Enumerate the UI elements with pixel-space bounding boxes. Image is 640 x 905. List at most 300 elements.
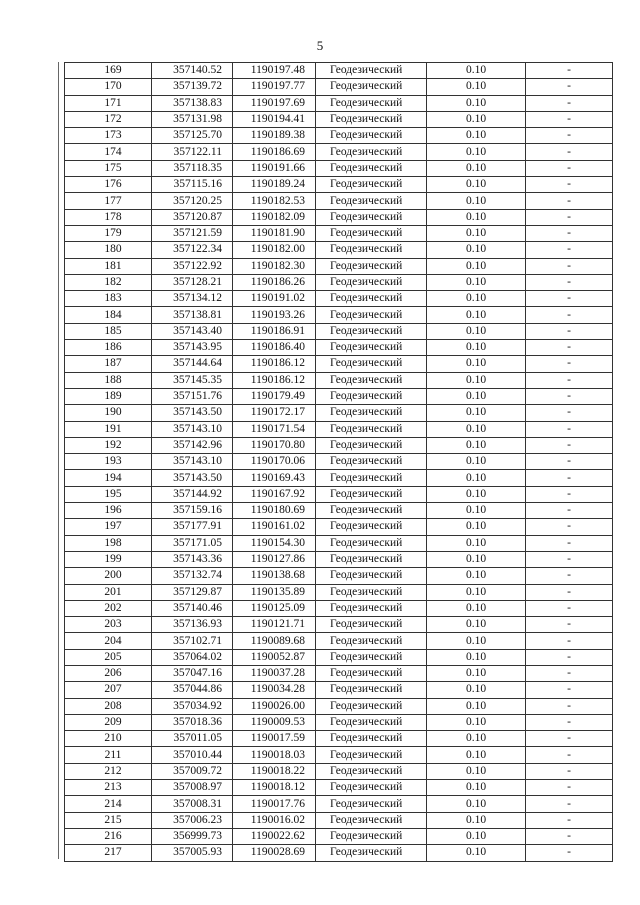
method-cell: Геодезический (316, 714, 427, 730)
page-number: 5 (316, 38, 324, 53)
table-row (65, 274, 613, 290)
x-coordinate-cell: 357136.93 (152, 617, 233, 633)
x-coordinate-cell: 357118.35 (152, 160, 233, 176)
note-cell: - (526, 845, 613, 861)
point-number-cell: 200 (65, 568, 152, 584)
x-coordinate-cell: 357131.98 (152, 111, 233, 127)
y-coordinate-cell: 1190167.92 (233, 486, 316, 502)
precision-cell: 0.10 (427, 665, 526, 681)
point-number-cell: 196 (65, 503, 152, 519)
precision-cell: 0.10 (427, 421, 526, 437)
y-coordinate-cell: 1190127.86 (233, 551, 316, 567)
method-cell: Геодезический (316, 682, 427, 698)
precision-cell: 0.10 (427, 503, 526, 519)
table-row (65, 388, 613, 404)
table-row (65, 209, 613, 225)
table-row (65, 356, 613, 372)
x-coordinate-cell: 357177.91 (152, 519, 233, 535)
precision-cell: 0.10 (427, 95, 526, 111)
note-cell: - (526, 111, 613, 127)
precision-cell: 0.10 (427, 649, 526, 665)
note-cell: - (526, 193, 613, 209)
x-coordinate-cell: 357122.92 (152, 258, 233, 274)
x-coordinate-cell: 357145.35 (152, 372, 233, 388)
method-cell: Геодезический (316, 388, 427, 404)
y-coordinate-cell: 1190135.89 (233, 584, 316, 600)
point-number-cell: 215 (65, 812, 152, 828)
x-coordinate-cell: 357134.12 (152, 291, 233, 307)
point-number-cell: 172 (65, 111, 152, 127)
x-coordinate-cell: 357121.59 (152, 225, 233, 241)
note-cell: - (526, 421, 613, 437)
x-coordinate-cell: 357064.02 (152, 649, 233, 665)
method-cell: Геодезический (316, 665, 427, 681)
precision-cell: 0.10 (427, 63, 526, 79)
coordinates-table (64, 62, 613, 862)
precision-cell: 0.10 (427, 763, 526, 779)
precision-cell: 0.10 (427, 307, 526, 323)
precision-cell: 0.10 (427, 177, 526, 193)
note-cell: - (526, 698, 613, 714)
point-number-cell: 173 (65, 128, 152, 144)
note-cell: - (526, 665, 613, 681)
y-coordinate-cell: 1190009.53 (233, 714, 316, 730)
y-coordinate-cell: 1190181.90 (233, 225, 316, 241)
precision-cell: 0.10 (427, 535, 526, 551)
table-row (65, 584, 613, 600)
point-number-cell: 208 (65, 698, 152, 714)
note-cell: - (526, 551, 613, 567)
point-number-cell: 192 (65, 437, 152, 453)
method-cell: Геодезический (316, 274, 427, 290)
table-row (65, 405, 613, 421)
table-row (65, 421, 613, 437)
note-cell: - (526, 95, 613, 111)
note-cell: - (526, 796, 613, 812)
y-coordinate-cell: 1190179.49 (233, 388, 316, 404)
note-cell: - (526, 128, 613, 144)
method-cell: Геодезический (316, 128, 427, 144)
x-coordinate-cell: 357006.23 (152, 812, 233, 828)
method-cell: Геодезический (316, 79, 427, 95)
note-cell: - (526, 828, 613, 844)
method-cell: Геодезический (316, 763, 427, 779)
point-number-cell: 177 (65, 193, 152, 209)
method-cell: Геодезический (316, 633, 427, 649)
table-row (65, 307, 613, 323)
point-number-cell: 213 (65, 780, 152, 796)
x-coordinate-cell: 357140.46 (152, 600, 233, 616)
note-cell: - (526, 617, 613, 633)
x-coordinate-cell: 357128.21 (152, 274, 233, 290)
precision-cell: 0.10 (427, 780, 526, 796)
note-cell: - (526, 584, 613, 600)
y-coordinate-cell: 1190186.91 (233, 323, 316, 339)
note-cell: - (526, 503, 613, 519)
precision-cell: 0.10 (427, 388, 526, 404)
precision-cell: 0.10 (427, 209, 526, 225)
note-cell: - (526, 209, 613, 225)
precision-cell: 0.10 (427, 600, 526, 616)
x-coordinate-cell: 357143.50 (152, 405, 233, 421)
x-coordinate-cell: 357138.81 (152, 307, 233, 323)
y-coordinate-cell: 1190186.12 (233, 372, 316, 388)
precision-cell: 0.10 (427, 79, 526, 95)
y-coordinate-cell: 1190089.68 (233, 633, 316, 649)
x-coordinate-cell: 357120.87 (152, 209, 233, 225)
y-coordinate-cell: 1190182.00 (233, 242, 316, 258)
table-row (65, 63, 613, 79)
point-number-cell: 212 (65, 763, 152, 779)
x-coordinate-cell: 357151.76 (152, 388, 233, 404)
table-row (65, 617, 613, 633)
point-number-cell: 193 (65, 454, 152, 470)
x-coordinate-cell: 357132.74 (152, 568, 233, 584)
precision-cell: 0.10 (427, 372, 526, 388)
precision-cell: 0.10 (427, 323, 526, 339)
point-number-cell: 194 (65, 470, 152, 486)
x-coordinate-cell: 357011.05 (152, 731, 233, 747)
precision-cell: 0.10 (427, 405, 526, 421)
precision-cell: 0.10 (427, 584, 526, 600)
note-cell: - (526, 323, 613, 339)
y-coordinate-cell: 1190197.48 (233, 63, 316, 79)
x-coordinate-cell: 357047.16 (152, 665, 233, 681)
precision-cell: 0.10 (427, 160, 526, 176)
x-coordinate-cell: 357143.95 (152, 340, 233, 356)
precision-cell: 0.10 (427, 682, 526, 698)
point-number-cell: 211 (65, 747, 152, 763)
y-coordinate-cell: 1190170.80 (233, 437, 316, 453)
precision-cell: 0.10 (427, 111, 526, 127)
y-coordinate-cell: 1190018.12 (233, 780, 316, 796)
point-number-cell: 171 (65, 95, 152, 111)
y-coordinate-cell: 1190171.54 (233, 421, 316, 437)
point-number-cell: 199 (65, 551, 152, 567)
y-coordinate-cell: 1190182.30 (233, 258, 316, 274)
precision-cell: 0.10 (427, 437, 526, 453)
point-number-cell: 180 (65, 242, 152, 258)
y-coordinate-cell: 1190191.02 (233, 291, 316, 307)
y-coordinate-cell: 1190034.28 (233, 682, 316, 698)
point-number-cell: 186 (65, 340, 152, 356)
table-row (65, 714, 613, 730)
point-number-cell: 190 (65, 405, 152, 421)
y-coordinate-cell: 1190138.68 (233, 568, 316, 584)
note-cell: - (526, 356, 613, 372)
note-cell: - (526, 160, 613, 176)
table-row (65, 828, 613, 844)
y-coordinate-cell: 1190016.02 (233, 812, 316, 828)
point-number-cell: 210 (65, 731, 152, 747)
precision-cell: 0.10 (427, 193, 526, 209)
note-cell: - (526, 682, 613, 698)
point-number-cell: 179 (65, 225, 152, 241)
method-cell: Геодезический (316, 340, 427, 356)
method-cell: Геодезический (316, 780, 427, 796)
precision-cell: 0.10 (427, 747, 526, 763)
precision-cell: 0.10 (427, 144, 526, 160)
x-coordinate-cell: 357144.92 (152, 486, 233, 502)
note-cell: - (526, 568, 613, 584)
x-coordinate-cell: 357008.97 (152, 780, 233, 796)
method-cell: Геодезический (316, 470, 427, 486)
y-coordinate-cell: 1190182.53 (233, 193, 316, 209)
table-row (65, 454, 613, 470)
y-coordinate-cell: 1190182.09 (233, 209, 316, 225)
point-number-cell: 176 (65, 177, 152, 193)
y-coordinate-cell: 1190197.77 (233, 79, 316, 95)
point-number-cell: 183 (65, 291, 152, 307)
precision-cell: 0.10 (427, 845, 526, 861)
method-cell: Геодезический (316, 698, 427, 714)
x-coordinate-cell: 357010.44 (152, 747, 233, 763)
coordinates-table-body (65, 63, 613, 862)
precision-cell: 0.10 (427, 454, 526, 470)
note-cell: - (526, 258, 613, 274)
point-number-cell: 206 (65, 665, 152, 681)
x-coordinate-cell: 357018.36 (152, 714, 233, 730)
x-coordinate-cell: 357034.92 (152, 698, 233, 714)
y-coordinate-cell: 1190186.69 (233, 144, 316, 160)
table-row (65, 731, 613, 747)
table-row (65, 193, 613, 209)
method-cell: Геодезический (316, 177, 427, 193)
margin-line (58, 62, 59, 859)
point-number-cell: 202 (65, 600, 152, 616)
method-cell: Геодезический (316, 160, 427, 176)
table-row (65, 291, 613, 307)
table-row (65, 812, 613, 828)
method-cell: Геодезический (316, 258, 427, 274)
x-coordinate-cell: 357005.93 (152, 845, 233, 861)
note-cell: - (526, 486, 613, 502)
x-coordinate-cell: 357139.72 (152, 79, 233, 95)
method-cell: Геодезический (316, 486, 427, 502)
method-cell: Геодезический (316, 144, 427, 160)
method-cell: Геодезический (316, 63, 427, 79)
note-cell: - (526, 242, 613, 258)
method-cell: Геодезический (316, 225, 427, 241)
y-coordinate-cell: 1190172.17 (233, 405, 316, 421)
method-cell: Геодезический (316, 405, 427, 421)
point-number-cell: 175 (65, 160, 152, 176)
precision-cell: 0.10 (427, 340, 526, 356)
method-cell: Геодезический (316, 617, 427, 633)
x-coordinate-cell: 357122.11 (152, 144, 233, 160)
method-cell: Геодезический (316, 584, 427, 600)
table-row (65, 649, 613, 665)
note-cell: - (526, 63, 613, 79)
method-cell: Геодезический (316, 307, 427, 323)
y-coordinate-cell: 1190037.28 (233, 665, 316, 681)
table-row (65, 698, 613, 714)
y-coordinate-cell: 1190161.02 (233, 519, 316, 535)
method-cell: Геодезический (316, 421, 427, 437)
note-cell: - (526, 600, 613, 616)
precision-cell: 0.10 (427, 698, 526, 714)
precision-cell: 0.10 (427, 242, 526, 258)
precision-cell: 0.10 (427, 828, 526, 844)
method-cell: Геодезический (316, 242, 427, 258)
method-cell: Геодезический (316, 323, 427, 339)
x-coordinate-cell: 357120.25 (152, 193, 233, 209)
method-cell: Геодезический (316, 372, 427, 388)
table-row (65, 470, 613, 486)
method-cell: Геодезический (316, 568, 427, 584)
note-cell: - (526, 340, 613, 356)
x-coordinate-cell: 357143.10 (152, 454, 233, 470)
note-cell: - (526, 714, 613, 730)
x-coordinate-cell: 357171.05 (152, 535, 233, 551)
x-coordinate-cell: 357159.16 (152, 503, 233, 519)
table-row (65, 177, 613, 193)
note-cell: - (526, 812, 613, 828)
method-cell: Геодезический (316, 503, 427, 519)
table-row (65, 600, 613, 616)
precision-cell: 0.10 (427, 796, 526, 812)
y-coordinate-cell: 1190121.71 (233, 617, 316, 633)
table-row (65, 665, 613, 681)
x-coordinate-cell: 357102.71 (152, 633, 233, 649)
method-cell: Геодезический (316, 356, 427, 372)
precision-cell: 0.10 (427, 568, 526, 584)
y-coordinate-cell: 1190026.00 (233, 698, 316, 714)
method-cell: Геодезический (316, 551, 427, 567)
point-number-cell: 191 (65, 421, 152, 437)
table-row (65, 568, 613, 584)
method-cell: Геодезический (316, 454, 427, 470)
table-row (65, 682, 613, 698)
precision-cell: 0.10 (427, 225, 526, 241)
table-row (65, 437, 613, 453)
x-coordinate-cell: 357122.34 (152, 242, 233, 258)
method-cell: Геодезический (316, 845, 427, 861)
method-cell: Геодезический (316, 535, 427, 551)
x-coordinate-cell: 357143.10 (152, 421, 233, 437)
precision-cell: 0.10 (427, 291, 526, 307)
note-cell: - (526, 649, 613, 665)
note-cell: - (526, 731, 613, 747)
table-row (65, 79, 613, 95)
point-number-cell: 188 (65, 372, 152, 388)
precision-cell: 0.10 (427, 258, 526, 274)
y-coordinate-cell: 1190017.59 (233, 731, 316, 747)
point-number-cell: 174 (65, 144, 152, 160)
y-coordinate-cell: 1190186.40 (233, 340, 316, 356)
note-cell: - (526, 405, 613, 421)
precision-cell: 0.10 (427, 617, 526, 633)
note-cell: - (526, 307, 613, 323)
method-cell: Геодезический (316, 209, 427, 225)
table-row (65, 225, 613, 241)
precision-cell: 0.10 (427, 128, 526, 144)
note-cell: - (526, 372, 613, 388)
note-cell: - (526, 454, 613, 470)
table-row (65, 372, 613, 388)
method-cell: Геодезический (316, 519, 427, 535)
table-row (65, 796, 613, 812)
precision-cell: 0.10 (427, 486, 526, 502)
table-row (65, 323, 613, 339)
point-number-cell: 204 (65, 633, 152, 649)
method-cell: Геодезический (316, 812, 427, 828)
point-number-cell: 195 (65, 486, 152, 502)
x-coordinate-cell: 357138.83 (152, 95, 233, 111)
method-cell: Геодезический (316, 111, 427, 127)
table-row (65, 780, 613, 796)
note-cell: - (526, 291, 613, 307)
y-coordinate-cell: 1190052.87 (233, 649, 316, 665)
table-row (65, 503, 613, 519)
method-cell: Геодезический (316, 828, 427, 844)
y-coordinate-cell: 1190180.69 (233, 503, 316, 519)
table-row (65, 763, 613, 779)
y-coordinate-cell: 1190194.41 (233, 111, 316, 127)
y-coordinate-cell: 1190197.69 (233, 95, 316, 111)
precision-cell: 0.10 (427, 470, 526, 486)
method-cell: Геодезический (316, 291, 427, 307)
point-number-cell: 216 (65, 828, 152, 844)
point-number-cell: 203 (65, 617, 152, 633)
table-row (65, 340, 613, 356)
x-coordinate-cell: 357009.72 (152, 763, 233, 779)
point-number-cell: 189 (65, 388, 152, 404)
point-number-cell: 187 (65, 356, 152, 372)
table-row (65, 144, 613, 160)
y-coordinate-cell: 1190028.69 (233, 845, 316, 861)
table-row (65, 242, 613, 258)
y-coordinate-cell: 1190193.26 (233, 307, 316, 323)
point-number-cell: 214 (65, 796, 152, 812)
method-cell: Геодезический (316, 796, 427, 812)
precision-cell: 0.10 (427, 519, 526, 535)
y-coordinate-cell: 1190191.66 (233, 160, 316, 176)
x-coordinate-cell: 357129.87 (152, 584, 233, 600)
point-number-cell: 201 (65, 584, 152, 600)
point-number-cell: 205 (65, 649, 152, 665)
table-row (65, 633, 613, 649)
y-coordinate-cell: 1190170.06 (233, 454, 316, 470)
precision-cell: 0.10 (427, 356, 526, 372)
note-cell: - (526, 79, 613, 95)
method-cell: Геодезический (316, 600, 427, 616)
precision-cell: 0.10 (427, 714, 526, 730)
point-number-cell: 170 (65, 79, 152, 95)
y-coordinate-cell: 1190125.09 (233, 600, 316, 616)
y-coordinate-cell: 1190186.26 (233, 274, 316, 290)
y-coordinate-cell: 1190017.76 (233, 796, 316, 812)
x-coordinate-cell: 357140.52 (152, 63, 233, 79)
x-coordinate-cell: 357143.36 (152, 551, 233, 567)
x-coordinate-cell: 357125.70 (152, 128, 233, 144)
note-cell: - (526, 225, 613, 241)
table-row (65, 535, 613, 551)
y-coordinate-cell: 1190169.43 (233, 470, 316, 486)
point-number-cell: 217 (65, 845, 152, 861)
note-cell: - (526, 535, 613, 551)
point-number-cell: 184 (65, 307, 152, 323)
point-number-cell: 169 (65, 63, 152, 79)
table-row (65, 486, 613, 502)
note-cell: - (526, 274, 613, 290)
precision-cell: 0.10 (427, 633, 526, 649)
table-row (65, 845, 613, 861)
method-cell: Геодезический (316, 95, 427, 111)
x-coordinate-cell: 356999.73 (152, 828, 233, 844)
note-cell: - (526, 780, 613, 796)
y-coordinate-cell: 1190186.12 (233, 356, 316, 372)
